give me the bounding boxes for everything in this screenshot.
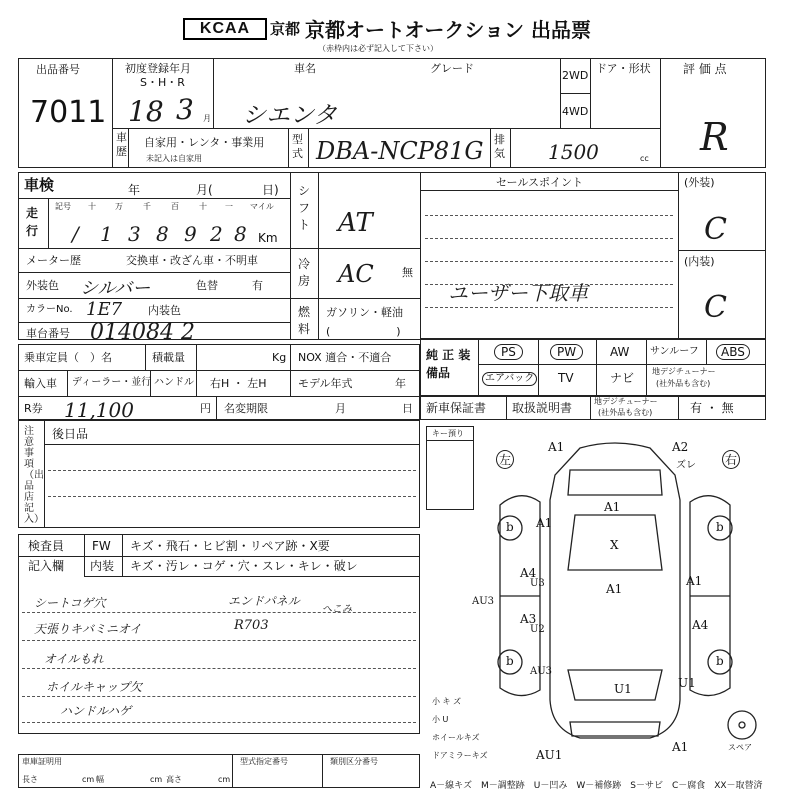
diag-tire-rf: b	[716, 520, 724, 534]
page-title: 京都オートオークション 出品票	[305, 18, 591, 42]
tuner-note-doc: (社外品も含む)	[598, 408, 653, 417]
lot-label: 出品番号	[36, 63, 80, 76]
color-label: 外装色	[26, 279, 59, 292]
car-name: シエンタ	[242, 101, 338, 129]
equip-label: 純 正 装備品	[426, 348, 471, 380]
model-year-label: モデル年式	[298, 377, 353, 390]
diag-mark-a1-lf: A1	[536, 516, 553, 530]
diag-mark-a1-roof: A1	[606, 582, 623, 596]
class-no-label: 類別区分番号	[330, 757, 378, 766]
model-value: DBA-NCP81G	[316, 137, 484, 165]
diag-tire-lf: b	[506, 520, 514, 534]
color-change: 色替	[196, 279, 218, 292]
manual-label: 取扱説明書	[512, 401, 573, 415]
ext-grade: C	[704, 212, 727, 247]
diag-mark-au1: AU1	[536, 748, 563, 762]
mileage-digit-4: 9	[184, 222, 197, 246]
diag-mark-zure: ズレ	[676, 460, 696, 471]
model-year-unit: 年	[395, 377, 406, 390]
month-unit: 月	[203, 114, 211, 123]
cm-3: cm	[218, 775, 231, 784]
logo-sub: 京都	[270, 20, 301, 38]
fuel-options: ガソリン・軽油	[326, 306, 403, 319]
spare-label: スペア	[728, 743, 752, 752]
diag-mark-x: X	[610, 538, 619, 552]
insp-right-1: エンドパネル	[228, 594, 300, 608]
diag-mark-u1-c: U1	[614, 682, 632, 696]
insp-line-2: 天張りキバミニオイ	[34, 622, 142, 636]
legend-wheel: ホイールキズ	[432, 733, 480, 742]
disp-label: 排気	[494, 133, 505, 160]
shift-value: AT	[338, 208, 373, 238]
mileage-digit-3: 8	[156, 222, 169, 246]
header-note: （赤枠内は必ず記入して下さい）	[318, 44, 438, 53]
insp-right-note: へこみ	[322, 604, 352, 615]
legend-mirror: ドアミラーキズ	[432, 751, 488, 760]
grade-label: グレード	[430, 62, 474, 75]
inspector-label-1: 検査員	[28, 539, 65, 553]
equip-abs[interactable]: ABS	[716, 344, 750, 360]
ac-value: AC	[338, 260, 374, 288]
kg-unit: Kg	[272, 351, 287, 364]
first-reg-label: 初度登録年月	[125, 62, 191, 75]
reg-history-label: 車歴	[116, 131, 127, 158]
ac-none: 無	[402, 266, 413, 279]
diag-mark-a1-top: A1	[548, 440, 565, 454]
insp-line-1: シートコゲ穴	[34, 596, 106, 610]
drive-4wd: 4WD	[562, 105, 589, 118]
diag-mark-au3-l: AU3	[472, 596, 495, 607]
mileage-col-5: 十	[199, 202, 207, 211]
cm-2: cm	[150, 775, 163, 784]
load-label: 積載量	[152, 351, 185, 364]
logo: KCAA	[183, 18, 267, 40]
equip-ps[interactable]: PS	[494, 344, 523, 360]
int-label: (内装)	[684, 255, 715, 268]
first-reg-month: 3	[176, 93, 194, 126]
fw-items: キズ・飛石・ヒビ割・リペア跡・X要	[130, 539, 330, 553]
recycle-value: 11,100	[64, 398, 134, 422]
disp-unit: cc	[640, 154, 649, 163]
capacity-label: 乗車定員（ ）名	[24, 351, 112, 364]
mileage-digit-5: 2	[210, 222, 223, 246]
yen-unit: 円	[200, 402, 211, 415]
handle-label: ハンドル	[154, 377, 194, 388]
ac-label: 冷房	[298, 257, 311, 288]
nox-options: NOX 適合・不適合	[298, 351, 392, 364]
handle-options: 右H ・ 左H	[210, 377, 267, 390]
diag-mark-au3-rear: AU3	[530, 666, 553, 677]
name-change-month: 月	[335, 402, 346, 415]
diagram-left: 左	[496, 450, 514, 469]
colorno-value: 1E7	[86, 299, 123, 320]
usage-options: 自家用・レンタ・事業用	[144, 136, 265, 149]
equip-aw[interactable]: AW	[610, 345, 630, 359]
first-reg-sub: S・H・R	[140, 76, 185, 89]
equip-airbag[interactable]: エアバック	[482, 372, 537, 386]
mileage-digit-1: 1	[100, 222, 113, 246]
later-date-label: 後日品	[52, 427, 89, 441]
mileage-col-7: マイル	[250, 202, 274, 211]
sales-point-label: セールスポイント	[496, 176, 584, 189]
diag-mark-u3: U3	[530, 578, 545, 589]
door-label: ドア・形状	[596, 62, 651, 75]
fuel-paren: ( )	[326, 325, 401, 338]
key-box	[426, 426, 474, 510]
disp-value: 1500	[548, 140, 599, 164]
mileage-col-4: 百	[171, 202, 179, 211]
mileage-digit-0: /	[72, 222, 79, 246]
shaken-day: 日)	[262, 183, 279, 197]
intcolor-label: 内装色	[148, 304, 181, 317]
garage-label: 車庫証明用	[22, 757, 62, 766]
diag-mark-a4-l: A4	[520, 566, 537, 580]
wid-label: 幅	[96, 775, 104, 784]
car-name-label: 車名	[294, 62, 316, 75]
legend-u: 小 U	[432, 715, 449, 724]
key-label: キー預り	[432, 429, 464, 438]
shaken-year: 年	[128, 183, 141, 197]
mileage-col-1: 十	[88, 202, 96, 211]
mileage-col-2: 万	[115, 202, 123, 211]
rating-value: R	[700, 115, 729, 159]
import-label: 輸入車	[24, 377, 57, 390]
type-no-label: 型式指定番号	[240, 757, 288, 766]
lot-number: 7011	[30, 95, 107, 130]
color-yes: 有	[252, 279, 263, 292]
insp-line-3: オイルもれ	[44, 652, 104, 666]
insp-line-5: ハンドルハゲ	[60, 704, 132, 718]
insp-right-2: R703	[234, 618, 269, 633]
diag-mark-a1-bottom: A1	[672, 740, 689, 754]
equip-tv[interactable]: TV	[558, 371, 574, 385]
meter-options: 交換車・改ざん車・不明車	[126, 254, 258, 267]
diag-mark-a3: A3	[520, 612, 537, 626]
equip-pw[interactable]: PW	[550, 344, 583, 360]
hgt-label: 高さ	[166, 775, 182, 784]
meter-label: メーター歴	[26, 254, 81, 267]
color-value: シルバー	[80, 278, 151, 299]
ext-label: (外装)	[684, 176, 715, 189]
chassis-value: 014084 2	[90, 320, 195, 345]
fuel-label: 燃料	[298, 305, 311, 336]
equip-tuner-note: (社外品も含む)	[656, 379, 711, 388]
colorno-label: カラーNo.	[26, 304, 73, 315]
notes-label: 注意事項（出品店記入）	[24, 426, 44, 525]
name-change-day: 日	[402, 402, 413, 415]
fw-label: FW	[92, 539, 111, 553]
tuner-label-doc: 地デジチューナー	[594, 397, 658, 406]
equip-navi[interactable]: ナビ	[610, 371, 635, 385]
footer-legend: A－線キズ M－調整跡 U－凹み W－補修跡 S－サビ C－腐食 XX－取替済	[430, 781, 763, 791]
rating-label: 評 価 点	[683, 62, 727, 76]
km-label: Km	[258, 231, 278, 245]
diag-mark-a1-r: A1	[686, 574, 703, 588]
warranty-label: 新車保証書	[426, 401, 487, 415]
drive-2wd: 2WD	[562, 69, 589, 82]
diagram-right: 右	[722, 450, 740, 469]
model-label: 型式	[292, 133, 303, 160]
yes-no: 有 ・ 無	[690, 401, 734, 415]
dealer-options: ディーラー・並行	[72, 377, 152, 388]
recycle-label: R券	[24, 402, 43, 415]
diag-mark-a2: A2	[672, 440, 689, 454]
mileage-col-3: 千	[143, 202, 151, 211]
first-reg-year: 18	[128, 95, 164, 128]
mileage-label: 走行	[26, 206, 39, 238]
insp-line-4: ホイルキャップ欠	[46, 680, 143, 694]
shift-label: シフト	[298, 184, 311, 232]
diag-mark-a4-r: A4	[692, 618, 709, 632]
equip-tuner[interactable]: 地デジチューナー	[652, 367, 716, 376]
diag-tire-rr: b	[716, 654, 724, 668]
mileage-col-0: 記号	[55, 202, 71, 211]
len-label: 長さ	[22, 775, 38, 784]
diag-mark-u2: U2	[530, 624, 545, 635]
inspector-label-2: 記入欄	[28, 559, 65, 573]
int-items: キズ・汚レ・コゲ・穴・スレ・キレ・破レ	[130, 559, 358, 573]
shaken-label: 車検	[24, 176, 55, 194]
mileage-digit-2: 3	[128, 222, 141, 246]
int-label-insp: 内装	[90, 559, 115, 573]
chassis-label: 車台番号	[26, 327, 70, 340]
sales-point-text: ユーザー下取車	[448, 281, 588, 305]
mileage-col-6: 一	[225, 202, 233, 211]
diag-mark-u1-r: U1	[678, 676, 696, 690]
legend-scratch: 小 キ ズ	[432, 697, 462, 706]
mileage-digit-6: 8	[234, 222, 247, 246]
car-diagram	[470, 430, 770, 770]
usage-note: 未記入は自家用	[146, 154, 202, 163]
equip-sunroof[interactable]: サンルーフ	[650, 346, 699, 357]
int-grade: C	[704, 290, 727, 325]
shaken-month: 月(	[196, 183, 213, 197]
diag-tire-lr: b	[506, 654, 514, 668]
cm-1: cm	[82, 775, 95, 784]
diag-mark-a1-hood: A1	[604, 500, 621, 514]
name-change-label: 名変期限	[224, 402, 268, 415]
